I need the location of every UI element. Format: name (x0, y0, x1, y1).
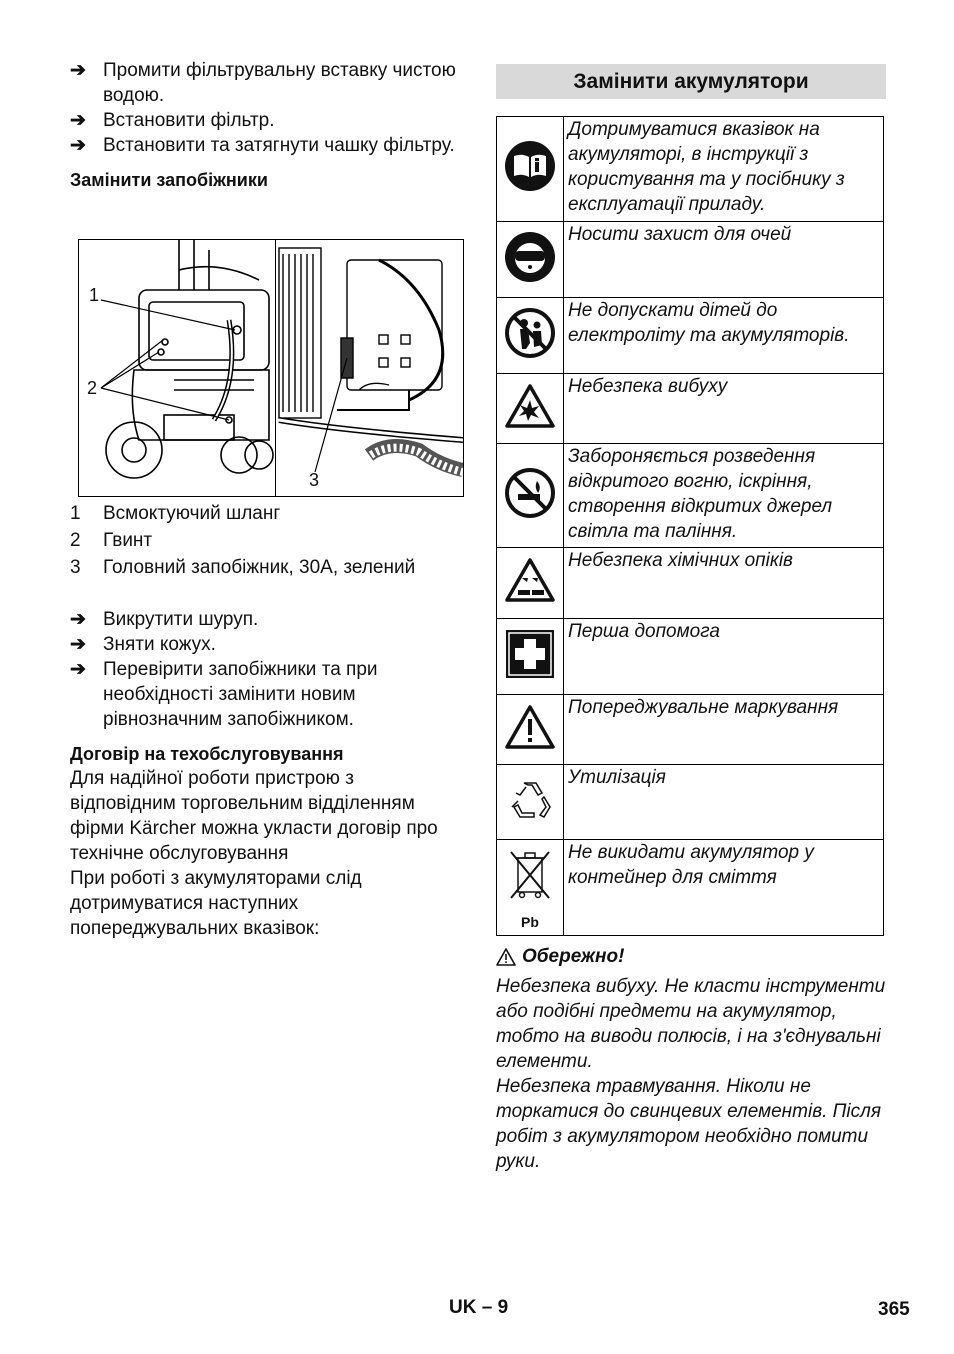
step-item: ➔ Зняти кожух. (70, 634, 216, 655)
legend-item: 1 Всмоктуючий шланг (70, 503, 281, 524)
symbol-text: Носити захист для очей (564, 222, 884, 298)
symbol-row (497, 765, 884, 840)
section-title: Замінити акумулятори (496, 64, 886, 99)
figure-label-1: 1 (89, 285, 100, 305)
step-list-mid (70, 607, 460, 732)
legend-item: 3 Головний запобіжник, 30A, зелений (70, 557, 416, 578)
symbol-text: Утилізація (564, 765, 884, 840)
step-item: ➔ Встановити фільтр. (70, 110, 275, 131)
left-column-lower (70, 500, 460, 941)
step-item: ➔ Встановити та затягнути чашку фільтру. (70, 135, 455, 156)
symbol-row (497, 222, 884, 298)
warning-triangle-icon (496, 948, 516, 966)
caution-text-1: Небезпека вибуху. Не класти інструменти або подібні предмети на акумулятор, тобто на виводи полюсів, і на з'єднувальні елементи. (496, 976, 886, 1072)
no-trash-icon (497, 840, 564, 936)
fuse-heading: Замінити запобіжники (70, 170, 268, 190)
caution-block (496, 944, 886, 1174)
symbol-text: Попереджувальне маркування (564, 695, 884, 765)
left-column (70, 58, 460, 192)
pb-label: Pb (521, 913, 539, 930)
fuse-figure (78, 239, 464, 497)
recycling-icon (497, 765, 564, 840)
symbol-row (497, 619, 884, 695)
arrow-icon: ➔ (70, 634, 86, 655)
first-aid-icon (497, 619, 564, 695)
symbol-text: Забороняється розведення відкритого вогню, іскріння, створення відкритих джерел світла та паління. (564, 444, 884, 548)
symbol-row (497, 548, 884, 619)
symbol-row (497, 117, 884, 222)
explosion-icon (497, 374, 564, 444)
page-number: 365 (878, 1299, 910, 1320)
legend-item: 2 Гвинт (70, 530, 153, 551)
machine-illustration (79, 240, 463, 496)
warning-icon (497, 695, 564, 765)
caution-text-2: Небезпека травмування. Ніколи не торкатися до свинцевих елементів. Після робіт з акумулятором необхідно помити руки. (496, 1076, 882, 1172)
manual-icon (497, 117, 564, 222)
arrow-icon: ➔ (70, 135, 86, 156)
step-item: ➔ Перевірити запобіжники та при необхідності замінити новим рівнозначним запобіжником. (70, 659, 378, 730)
symbol-row (497, 298, 884, 374)
no-children-icon (497, 298, 564, 374)
symbol-text: Перша допомога (564, 619, 884, 695)
symbol-text: Не допускати дітей до електроліту та акумуляторів. (564, 298, 884, 374)
contract-text: Для надійної роботи пристрою з відповідним торговельним відділенням фірми Kärcher можна укласти договір про технічне обслуговування (70, 768, 438, 864)
battery-symbols-table (496, 116, 884, 936)
symbol-row (497, 695, 884, 765)
contract-heading: Договір на техобслуговування (70, 744, 344, 764)
step-item: ➔ Промити фільтрувальну вставку чистою водою. (70, 60, 456, 106)
no-fire-icon (497, 444, 564, 548)
step-item: ➔ Викрутити шуруп. (70, 609, 259, 630)
symbol-text: Дотримуватися вказівок на акумуляторі, в інструкції з користування та у посібнику з експлуатації приладу. (564, 117, 884, 222)
symbol-text: Небезпека вибуху (564, 374, 884, 444)
arrow-icon: ➔ (70, 659, 86, 680)
symbol-text: Не викидати акумулятор у контейнер для сміття (564, 840, 884, 936)
footer-section-label: UK – 9 (449, 1297, 509, 1318)
figure-divider (275, 240, 276, 496)
figure-label-2: 2 (87, 378, 98, 398)
figure-legend (70, 500, 460, 581)
symbol-row (497, 840, 884, 936)
right-column (496, 64, 886, 99)
symbol-row (497, 374, 884, 444)
caution-heading: Обережно! (496, 944, 886, 969)
corrosive-icon (497, 548, 564, 619)
figure-label-3: 3 (309, 470, 320, 490)
arrow-icon: ➔ (70, 110, 86, 131)
step-list-top (70, 58, 460, 158)
symbol-text: Небезпека хімічних опіків (564, 548, 884, 619)
symbol-row (497, 444, 884, 548)
arrow-icon: ➔ (70, 60, 86, 81)
battery-intro-text: При роботі з акумуляторами слід дотримуватися наступних попереджувальних вказівок: (70, 868, 362, 939)
eye-protection-icon (497, 222, 564, 298)
arrow-icon: ➔ (70, 609, 86, 630)
